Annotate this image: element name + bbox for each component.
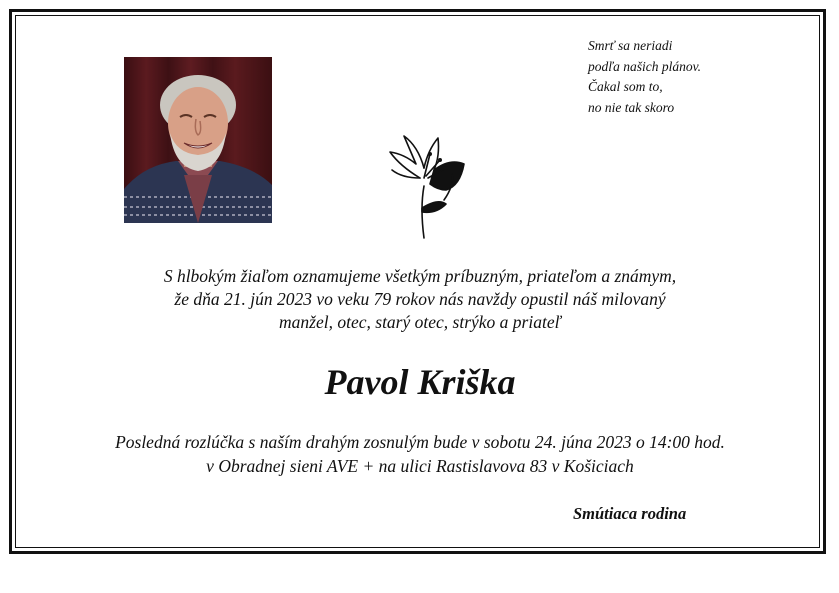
quote-line: podľa našich plánov. bbox=[588, 58, 702, 74]
quote-line: no nie tak skoro bbox=[588, 99, 675, 115]
announcement-text bbox=[40, 265, 800, 334]
funeral-line: Posledná rozlúčka s naším drahým zosnulým bude v sobotu 24. júna 2023 o 14:00 hod. bbox=[115, 432, 725, 452]
quote-line: Čakal som to, bbox=[588, 79, 663, 94]
announcement-line: manžel, otec, starý otec, strýko a priateľ bbox=[279, 312, 561, 332]
quote-line: Smrť sa neriadi bbox=[588, 38, 673, 53]
lily-icon bbox=[380, 128, 470, 240]
announcement-line: že dňa 21. jún 2023 vo veku 79 rokov nás navždy opustil náš milovaný bbox=[174, 289, 666, 309]
deceased-name: Pavol Kriška bbox=[324, 362, 516, 402]
funeral-line: v Obradnej sieni AVE + na ulici Rastislavova 83 v Košiciach bbox=[206, 456, 634, 476]
portrait-photo bbox=[124, 57, 272, 223]
quote bbox=[588, 36, 818, 118]
announcement-line: S hlbokým žiaľom oznamujeme všetkým príbuzným, priateľom a známym, bbox=[163, 266, 677, 286]
funeral-details bbox=[20, 430, 820, 478]
signature: Smútiaca rodina bbox=[573, 504, 687, 523]
